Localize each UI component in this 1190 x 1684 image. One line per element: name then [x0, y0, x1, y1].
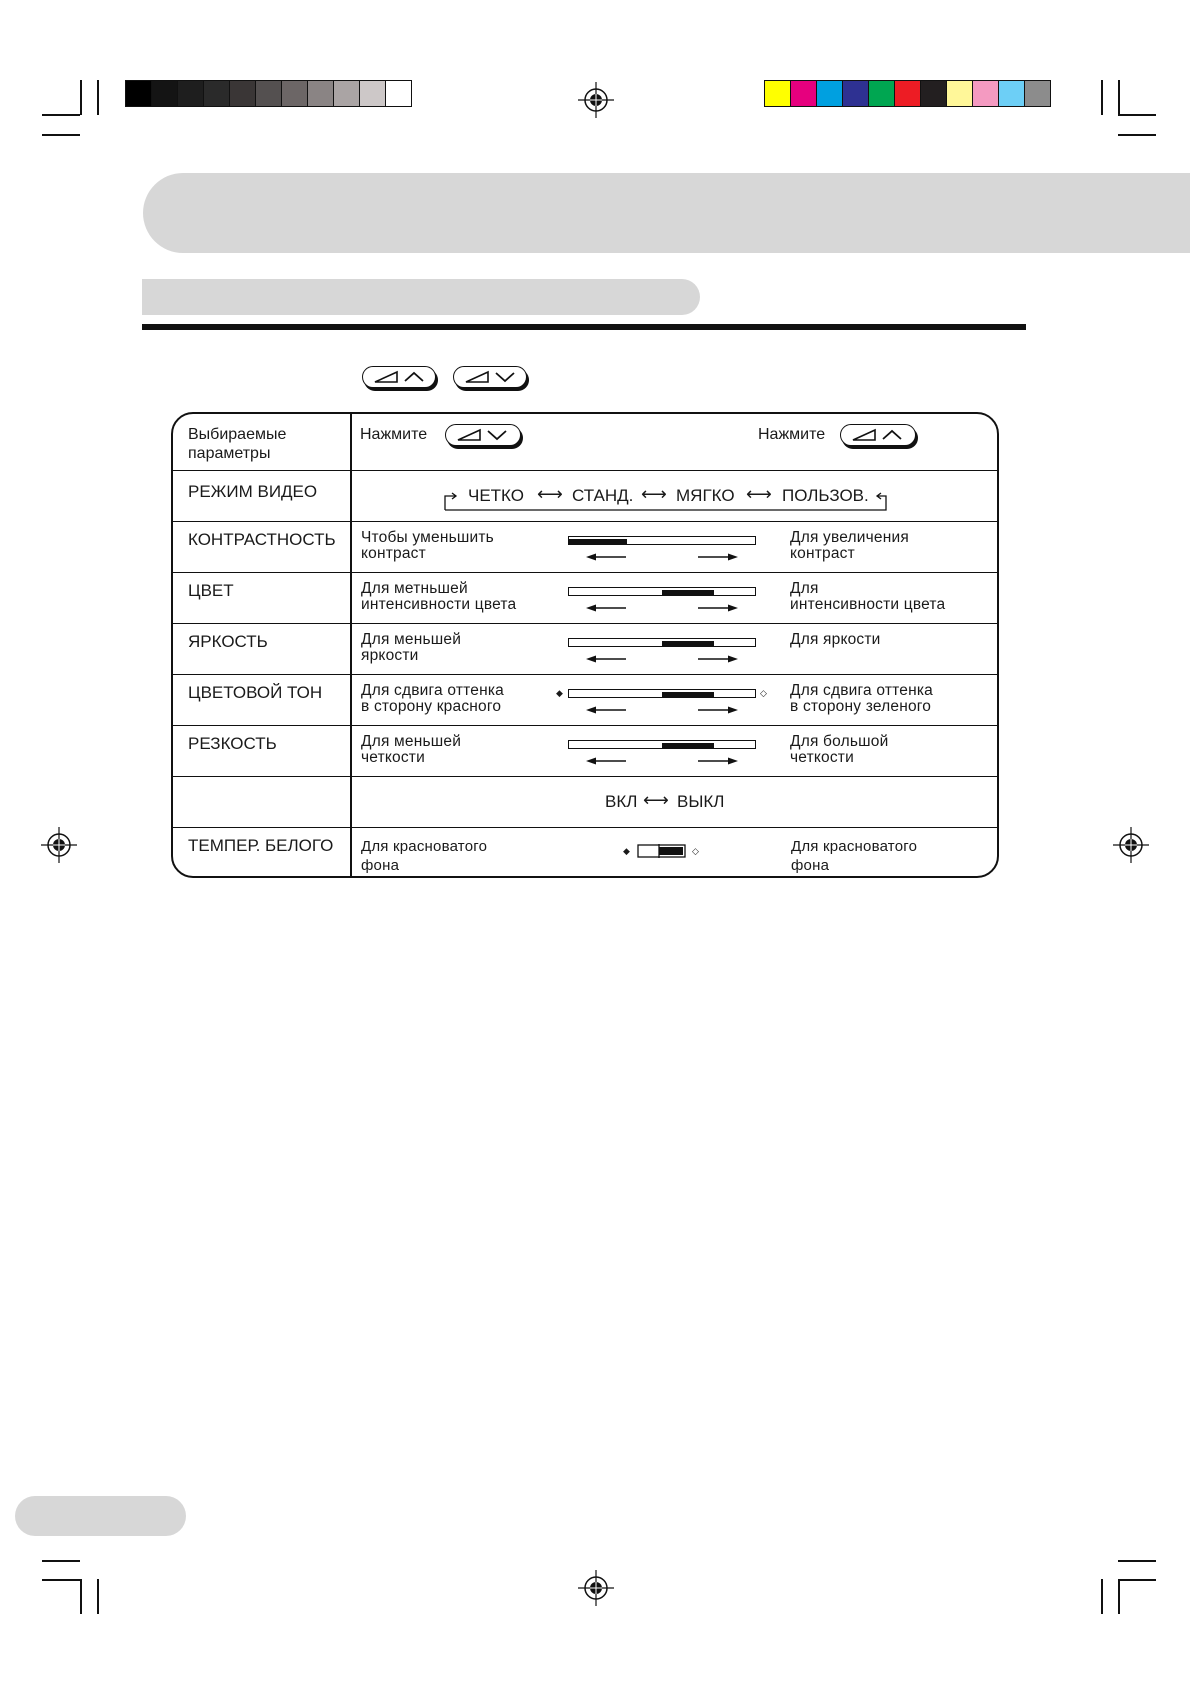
arrow-right-icon: [698, 552, 738, 562]
row-label: ЯРКОСТЬ: [188, 632, 268, 651]
level-bar: [568, 689, 756, 698]
level-fill: [662, 692, 714, 697]
level-fill: [662, 590, 714, 595]
level-bar: [568, 536, 756, 545]
row-label: КОНТРАСТНОСТЬ: [188, 530, 336, 549]
color-swatch: [333, 80, 360, 107]
triangle-down-icon: [454, 427, 512, 443]
arrow-right-icon: [698, 756, 738, 766]
page-title-bar: [143, 173, 1190, 253]
param-column-header: Выбираемые параметры: [188, 426, 287, 462]
color-swatch: [920, 80, 947, 107]
adjust-up-button: [362, 366, 436, 388]
arrow-right-icon: [698, 603, 738, 613]
double-arrow-icon: ⟷: [746, 484, 772, 504]
table-row-white-temp: [173, 827, 997, 878]
table-row-slider: [173, 623, 997, 674]
mode-option: МЯГКО: [676, 486, 735, 505]
color-swatch: [125, 80, 152, 107]
diamond-outline-icon: ◇: [692, 846, 699, 856]
arrow-left-icon: [586, 756, 626, 766]
color-calibration-strip: [765, 80, 1051, 107]
arrow-left-icon: [586, 603, 626, 613]
color-swatch: [946, 80, 973, 107]
color-swatch: [229, 80, 256, 107]
registration-mark-icon: [578, 82, 614, 118]
color-swatch: [894, 80, 921, 107]
press-right-label: Нажмите: [758, 426, 826, 443]
level-fill: [662, 743, 714, 748]
double-arrow-icon: ⟷: [641, 484, 667, 504]
increase-description: Для яркости: [790, 631, 881, 648]
row-label: РЕЗКОСТЬ: [188, 734, 277, 753]
arrow-left-icon: [586, 705, 626, 715]
increase-description: Для красноватого фона: [791, 838, 918, 874]
section-divider: [142, 324, 1026, 330]
increase-description: Для большой четкости: [790, 733, 889, 766]
color-swatch: [151, 80, 178, 107]
level-fill: [569, 539, 627, 544]
color-swatch: [177, 80, 204, 107]
level-fill: [662, 641, 714, 646]
row-label: ЦВЕТ: [188, 581, 234, 600]
table-header-row: [173, 414, 997, 470]
adjust-up-button: [840, 424, 916, 446]
color-swatch: [868, 80, 895, 107]
registration-mark-icon: [578, 1570, 614, 1606]
table-row-slider: [173, 521, 997, 572]
diamond-filled-icon: ◆: [556, 688, 563, 698]
arrow-left-icon: [586, 552, 626, 562]
decrease-description: Для красноватого фона: [361, 838, 488, 874]
decrease-description: Для метньшей интенсивности цвета: [361, 580, 517, 613]
diamond-outline-icon: ◇: [760, 688, 767, 698]
picture-adjustment-table: [171, 412, 999, 878]
table-row-on-off: [173, 776, 997, 827]
level-bar: [568, 587, 756, 596]
mode-option: ПОЛЬЗОВ.: [782, 486, 869, 505]
double-arrow-icon: ⟷: [643, 790, 669, 810]
decrease-description: Для сдвига оттенка в сторону красного: [361, 682, 504, 715]
arrow-right-icon: [698, 654, 738, 664]
diamond-filled-icon: ◆: [623, 846, 630, 856]
color-swatch: [816, 80, 843, 107]
color-swatch: [764, 80, 791, 107]
triangle-down-icon: [462, 369, 520, 385]
adjust-down-button: [453, 366, 527, 388]
mode-option: ЧЕТКО: [468, 486, 524, 505]
color-swatch: [385, 80, 412, 107]
arrow-right-icon: [698, 705, 738, 715]
adjust-down-button: [445, 424, 521, 446]
color-swatch: [998, 80, 1025, 107]
mode-option: СТАНД.: [572, 486, 634, 505]
table-row-slider: [173, 674, 997, 725]
color-swatch: [281, 80, 308, 107]
color-swatch: [790, 80, 817, 107]
color-swatch: [972, 80, 999, 107]
grayscale-calibration-strip: [126, 80, 412, 107]
increase-description: Для увеличения контраст: [790, 529, 909, 562]
row-label: ТЕМПЕР. БЕЛОГО: [188, 836, 334, 855]
registration-mark-icon: [1113, 827, 1149, 863]
section-title-bar: [142, 279, 700, 315]
double-arrow-icon: ⟷: [537, 484, 563, 504]
arrow-left-icon: [586, 654, 626, 664]
decrease-description: Для меньшей яркости: [361, 631, 462, 664]
color-swatch: [359, 80, 386, 107]
press-left-label: Нажмите: [360, 426, 428, 443]
decrease-description: Чтобы уменьшить контраст: [361, 529, 494, 562]
white-temp-switch: [637, 843, 687, 859]
table-row-slider: [173, 572, 997, 623]
row-label: РЕЖИМ ВИДЕО: [188, 482, 318, 501]
triangle-up-icon: [849, 427, 907, 443]
color-swatch: [203, 80, 230, 107]
color-swatch: [1024, 80, 1051, 107]
increase-description: Для интенсивности цвета: [790, 580, 946, 613]
triangle-up-icon: [371, 369, 429, 385]
color-swatch: [307, 80, 334, 107]
color-swatch: [842, 80, 869, 107]
increase-description: Для сдвига оттенка в сторону зеленого: [790, 682, 933, 715]
decrease-description: Для меньшей четкости: [361, 733, 462, 766]
row-label: ЦВЕТОВОЙ ТОН: [188, 683, 323, 702]
level-bar: [568, 740, 756, 749]
color-swatch: [255, 80, 282, 107]
page-number-tab: [15, 1496, 186, 1536]
table-row-slider: [173, 725, 997, 776]
level-bar: [568, 638, 756, 647]
registration-mark-icon: [41, 827, 77, 863]
off-label: ВЫКЛ: [677, 792, 725, 811]
table-row-video-mode: [173, 470, 997, 521]
on-label: ВКЛ: [605, 792, 638, 811]
